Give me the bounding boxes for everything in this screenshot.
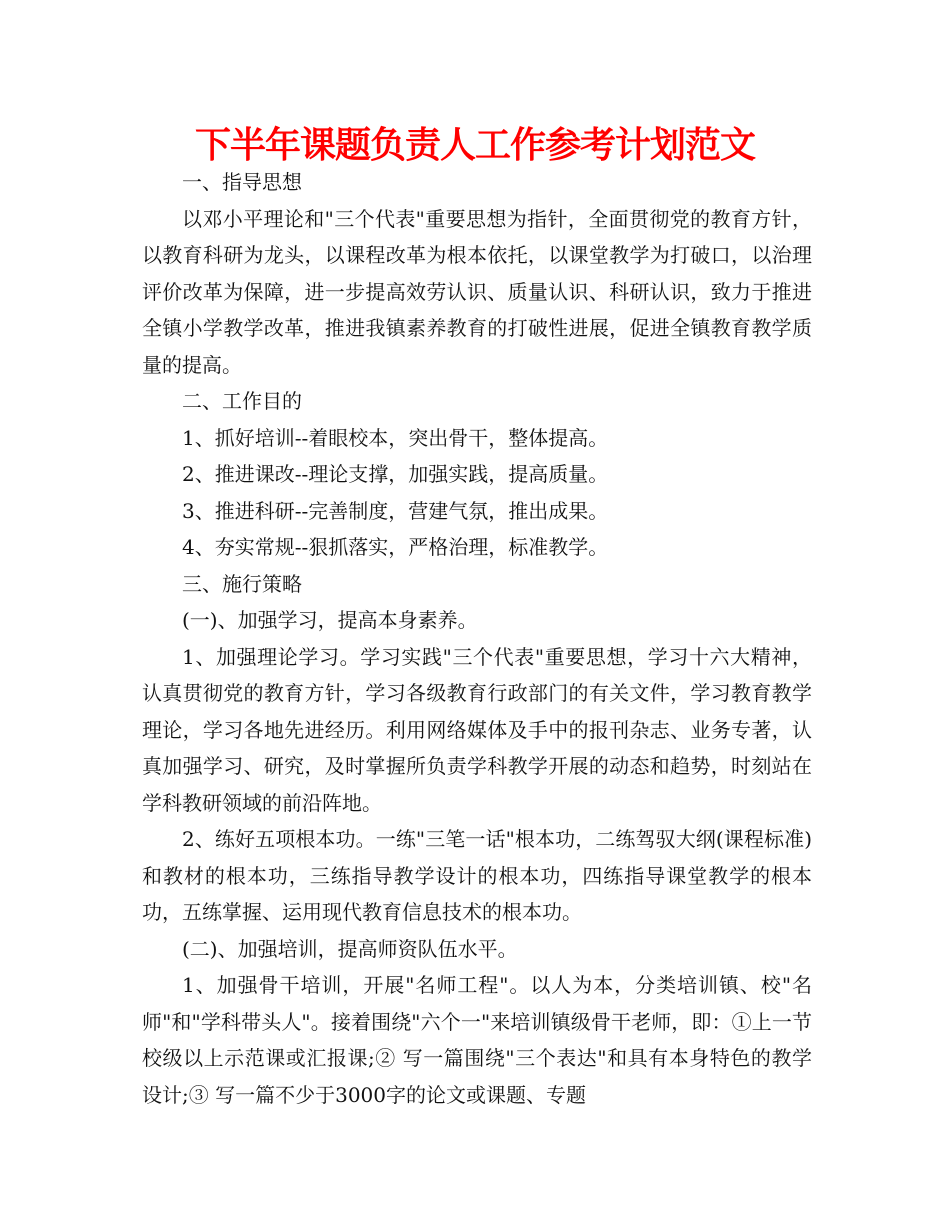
goal-item-2: 2、推进课改--理论支撑，加强实践，提高质量。 [182,462,609,486]
section-heading-strategy: 三、施行策略 [182,571,302,596]
paragraph-theory-study: 1、加强理论学习。学习实践"三个代表"重要思想，学习十六大精神，认真贯彻党的教育方针，学习各级教育行政部门的有关文件，学习教育教学理论，学习各地先进经历。利用网络媒体及手中的报刊杂志、业务专著，认真加强学习、研究，及时掌握所负责学科教学开展的动态和趋势，时刻站在学科教研领域的前沿阵地。 [142,644,812,815]
document-body [142,164,812,1113]
goal-item-3: 3、推进科研--完善制度，营建气氛，推出成果。 [182,498,609,523]
section-heading-work-goals: 二、工作目的 [182,389,302,413]
goal-item-4: 4、夯实常规--狠抓落实，严格治理，标准教学。 [182,535,609,559]
section-heading-guiding-ideology: 一、指导思想 [182,170,302,194]
paragraph-backbone-training: 1、加强骨干培训，开展"名师工程"。以人为本，分类培训镇、校"名师"和"学科带头人"。接着围绕"六个一"来培训镇级骨干老师，即：①上一节校级以上示范课或汇报课;② 写一篇围绕"三个表达"和具有本身特色的教学设计;③ 写一篇不少于3000字的论文或课题、专题 [142,973,812,1107]
goal-item-1: 1、抓好培训--着眼校本，突出骨干，整体提高。 [182,425,609,450]
paragraph-basic-skills: 2、练好五项根本功。一练"三笔一话"根本功，二练驾驭大纲(课程标准)和教材的根本功，三练指导教学设计的根本功，四练指导课堂教学的根本功，五练掌握、运用现代教育信息技术的根本功。 [142,827,812,924]
paragraph-guiding-ideology: 以邓小平理论和"三个代表"重要思想为指针，全面贯彻党的教育方针，以教育科研为龙头，以课程改革为根本依托，以课堂教学为打破口，以治理评价改革为保障，进一步提高效劳认识、质量认识、科研认识，致力于推进全镇小学教学改革，推进我镇素养教育的打破性进展，促进全镇教育教学质量的提高。 [142,206,812,377]
document-title: 下半年课题负责人工作参考计划范文 [194,125,755,166]
subsection-heading-training: (二)、加强培训，提高师资队伍水平。 [182,936,518,961]
subsection-heading-study: (一)、加强学习，提高本身素养。 [182,608,478,632]
